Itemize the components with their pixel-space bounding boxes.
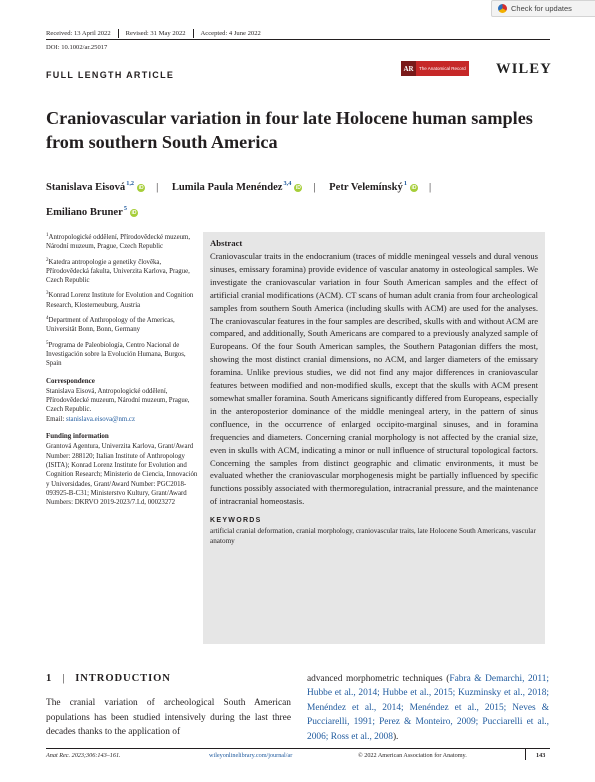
body-text: advanced morphometric techniques (: [307, 674, 450, 684]
funding-text: Grantová Agentura, Univerzita Karlova, Grant/Award Number: 288120; Italian Institute of Anthropology (ISITA); Konrad Lorenz Institute for Evolution and Cognition Research; Ministerio de Ciencia, Innovación y Universidades, Grant/Award Number: PGC2018-093925-B-C31; Ministerstvo Kultury, Grant/Award Numbers: DKRVO 2019-2023/7.I.d, 00023272: [46, 443, 198, 507]
body-text: ).: [392, 731, 399, 742]
author-separator: |: [313, 182, 316, 193]
affiliation-number: 5: [46, 340, 49, 346]
journal-citation: Anat Rec. 2023;306:143–161.: [46, 752, 121, 759]
correspondence-text: Stanislava Eisová, Antropologické oddělení, Přírodovědecké muzeum, Národní muzeum, Prague, Czech Republic.: [46, 387, 190, 414]
journal-logo-mark: AR: [401, 61, 416, 76]
affiliation: [46, 339, 199, 369]
author-name[interactable]: Stanislava Eisová: [46, 182, 126, 193]
publication-dates: [46, 29, 261, 38]
check-for-updates-label: Check for updates: [511, 4, 572, 13]
revised-date: Revised: 31 May 2022: [125, 30, 186, 37]
accepted-date: Accepted: 4 June 2022: [200, 30, 261, 37]
section-number: 1: [46, 673, 53, 684]
doi[interactable]: DOI: 10.1002/ar.25017: [46, 44, 108, 51]
date-separator: [118, 29, 119, 38]
affiliation-text: Konrad Lorenz Institute for Evolution and Cognition Research, Klosterneuburg, Austria: [46, 292, 194, 309]
funding-heading: Funding information: [46, 432, 109, 441]
abstract-box: [203, 232, 545, 644]
author-affiliation-ref[interactable]: 5: [123, 205, 127, 212]
affiliation: [46, 231, 199, 252]
affiliation: [46, 256, 199, 286]
citation-links[interactable]: Fabra & Demarchi, 2011; Hubbe et al., 2014; Hubbe et al., 2015; Kuzminsky et al., 2018; Menéndez et al., 2014; Menéndez et al., 2015; Neves & Pucciarelli, 1991; Perez & Monteiro, 2009; Pucciarelli et al., 2006; Ross et al., 2008: [307, 674, 550, 742]
author-separator: |: [156, 182, 159, 193]
affiliation-text: Programa de Paleobiología, Centro Nacional de Investigación sobre la Evolución Humana, Burgos, Spain: [46, 341, 186, 368]
author-affiliation-ref[interactable]: 1: [403, 180, 407, 187]
author-affiliation-ref[interactable]: 1,2: [126, 180, 135, 187]
orcid-icon[interactable]: iD: [131, 210, 137, 216]
page-number: 143: [536, 752, 546, 759]
author-name[interactable]: Petr Velemínský: [329, 182, 403, 193]
front-matter-sidebar: [46, 231, 199, 507]
header-divider: [46, 39, 550, 40]
keywords-text: artificial cranial deformation, cranial morphology, craniovascular traits, late Holocene South Americans, vascular anatomy: [210, 527, 536, 545]
affiliation-number: 1: [46, 233, 49, 238]
affiliation: [46, 314, 199, 335]
journal-logo: [401, 61, 469, 76]
journal-name: The Anatomical Record: [416, 61, 469, 76]
orcid-icon[interactable]: iD: [138, 185, 144, 191]
affiliation-text: Department of Anthropology of the Americas, Universität Bonn, Bonn, Germany: [46, 317, 175, 334]
journal-url-link[interactable]: wileyonlinelibrary.com/journal/ar: [209, 752, 293, 759]
author-separator: |: [428, 182, 432, 193]
author-name[interactable]: Emiliano Bruner: [46, 207, 123, 218]
author-affiliation-ref[interactable]: 3,4: [283, 180, 292, 187]
affiliation-number: 2: [46, 257, 49, 263]
orcid-icon[interactable]: iD: [295, 185, 301, 191]
abstract-heading: Abstract: [210, 238, 243, 248]
affiliation: [46, 289, 199, 310]
correspondence-heading: Correspondence: [46, 376, 95, 385]
section-title: INTRODUCTION: [75, 673, 171, 684]
affiliation-number: 3: [46, 291, 49, 297]
email-label: Email:: [46, 415, 65, 423]
abstract-text: Craniovascular traits in the endocranium (traces of middle meningeal vessels and dural venous sinuses, emissary foramina) provide evidence of vascular anatomy in osteological samples. We investigate the craniovascular variation in four South American samples and the effect of artificial cranial modifications (ACM). CT scans of human adult crania from four archeological samples from southern South America (including skulls with ACM) are used for the analyses. The craniovascular features in the four samples are described, skulls with and without ACM are compared, and additionally, South Americans are compared to a previously analyzed sample of Europeans. Of the four South American samples, the Southern Patagonian differs the most, showing the most distinct cranial dimensions, no ACM, and larger diameters of the emissary foramina. Unlike previous studies, we did not find any major differences in craniovascular features between modified and non-modified skulls, except that the skulls with ACM present somewhat smaller foramina. South Americans significantly differed from Europeans, especially in the anteroposterior dominance of the middle meningeal artery, in the pattern of sinus confluence, in the occurrence of enlarged occipito-marginal sinuses, and in foramina frequencies and diameters. Concerning cranial morphology is not affected by the cranial size, even in skulls with ACM, indicating a minor or null influence of structural topological factors. Concerning the samples from distinct geographic and climatic environments, it must be evaluated whether the craniovascular morphogenesis might be partially influenced by specific functions possibly associated with thermoregulation, intracranial pressure, and the maintenance of intracranial homeostasis.: [210, 251, 538, 507]
section-heading-introduction: [46, 673, 171, 684]
received-date: Received: 13 April 2022: [46, 30, 111, 37]
date-separator: [193, 29, 194, 38]
keywords-heading: KEYWORDS: [210, 517, 262, 525]
email-link[interactable]: stanislava.eisova@nm.cz: [65, 415, 135, 423]
affiliation-text: Antropologické oddělení, Přírodovědecké muzeum, Národní muzeum, Prague, Czech Republic: [46, 234, 191, 251]
publisher-logo: WILEY: [496, 61, 552, 77]
footer-divider: [46, 748, 550, 749]
check-for-updates-button[interactable]: [491, 0, 595, 17]
copyright-notice: © 2022 American Association for Anatomy.: [358, 752, 467, 759]
affiliation-text: Katedra antropologie a genetiky člověka, Přírodovědecká fakulta, Univerzita Karlova, Prague, Czech Republic: [46, 258, 190, 285]
author-list: [46, 173, 556, 223]
article-title: Craniovascular variation in four late Holocene human samples from southern South America: [46, 108, 533, 152]
crossmark-icon: [498, 4, 507, 13]
article-type-label: FULL LENGTH ARTICLE: [46, 70, 175, 80]
correspondence-email-line: [46, 415, 199, 424]
footer-separator: [525, 749, 526, 760]
body-text-column-2: [307, 672, 549, 744]
orcid-icon[interactable]: iD: [411, 185, 417, 191]
section-heading-separator: |: [62, 673, 66, 684]
author-name[interactable]: Lumila Paula Menéndez: [171, 182, 283, 193]
affiliation-number: 4: [46, 316, 49, 322]
body-text-column-1: The cranial variation of archeological South American populations has been studied intensively during the last three decades thanks to the application of: [46, 698, 291, 738]
